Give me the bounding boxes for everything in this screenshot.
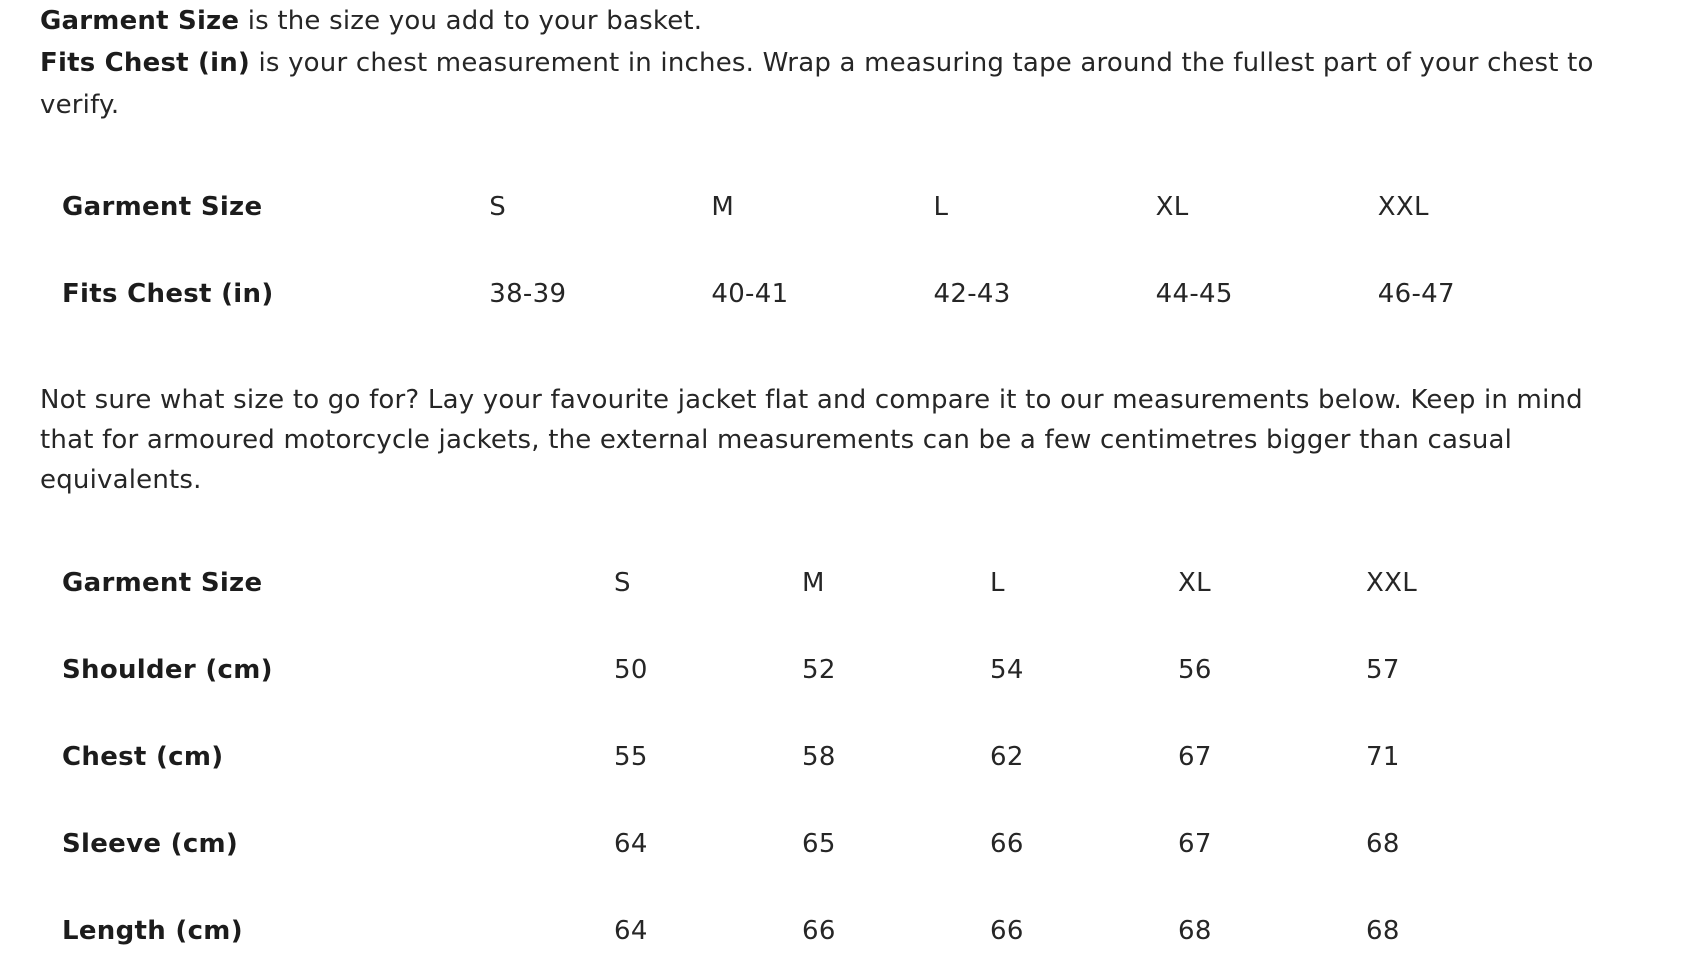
table-cell: 56	[1178, 654, 1212, 685]
table-cell: 66	[990, 828, 1024, 859]
intro-line-garment-size	[40, 0, 1600, 42]
row-label: Fits Chest (in)	[62, 278, 274, 309]
row-label: Shoulder (cm)	[62, 654, 273, 685]
intro-term-fits-chest: Fits Chest (in)	[40, 48, 250, 78]
table-cell: 38-39	[489, 278, 567, 309]
table-row	[62, 626, 1554, 713]
table-cell: 62	[990, 741, 1024, 772]
size-guide-intro	[40, 0, 1600, 126]
table-row	[62, 250, 1600, 337]
table-cell: 67	[1178, 741, 1212, 772]
size-header-cell: M	[711, 191, 735, 222]
size-header-cell: S	[489, 191, 507, 222]
table-header-row	[62, 163, 1600, 250]
row-label: Length (cm)	[62, 915, 243, 946]
table-cell: 64	[614, 915, 648, 946]
table-cell: 54	[990, 654, 1024, 685]
table-cell: 57	[1366, 654, 1400, 685]
table-cell: 66	[990, 915, 1024, 946]
row-label: Garment Size	[62, 567, 263, 598]
size-advice-text: Not sure what size to go for? Lay your favourite jacket flat and compare it to our measurements below. Keep in mind that for armoured motorcycle jackets, the external measurements can be a few centimetres bigger than casual equivalents.	[40, 385, 1583, 495]
size-header-cell: XXL	[1366, 567, 1418, 598]
table-cell: 71	[1366, 741, 1400, 772]
table-cell: 68	[1178, 915, 1212, 946]
intro-definition-garment-size: is the size you add to your basket.	[239, 6, 703, 36]
size-header-cell: L	[990, 567, 1005, 598]
size-header-cell: XL	[1155, 191, 1189, 222]
row-label: Chest (cm)	[62, 741, 224, 772]
intro-line-fits-chest	[40, 42, 1600, 126]
table-cell: 68	[1366, 828, 1400, 859]
table-cell: 58	[802, 741, 836, 772]
size-header-cell: XXL	[1377, 191, 1429, 222]
table-header-row	[62, 539, 1554, 626]
size-header-cell: S	[614, 567, 631, 598]
table-cell: 50	[614, 654, 648, 685]
table-cell: 55	[614, 741, 648, 772]
intro-definition-fits-chest: is your chest measurement in inches. Wrap a measuring tape around the fullest part of your chest to verify.	[40, 48, 1594, 120]
size-header-cell: M	[802, 567, 825, 598]
measurements-table	[62, 539, 1554, 974]
table-cell: 46-47	[1377, 278, 1455, 309]
row-label: Garment Size	[62, 191, 263, 222]
table-cell: 44-45	[1155, 278, 1233, 309]
table-row	[62, 887, 1554, 974]
table-cell: 65	[802, 828, 836, 859]
table-cell: 64	[614, 828, 648, 859]
table-cell: 42-43	[933, 278, 1011, 309]
table-cell: 66	[802, 915, 836, 946]
table-cell: 52	[802, 654, 836, 685]
table-row	[62, 800, 1554, 887]
chest-size-table	[62, 163, 1600, 337]
size-header-cell: L	[933, 191, 949, 222]
table-cell: 68	[1366, 915, 1400, 946]
row-label: Sleeve (cm)	[62, 828, 239, 859]
size-header-cell: XL	[1178, 567, 1211, 598]
table-row	[62, 713, 1554, 800]
table-cell: 40-41	[711, 278, 789, 309]
intro-term-garment-size: Garment Size	[40, 6, 240, 36]
table-cell: 67	[1178, 828, 1212, 859]
